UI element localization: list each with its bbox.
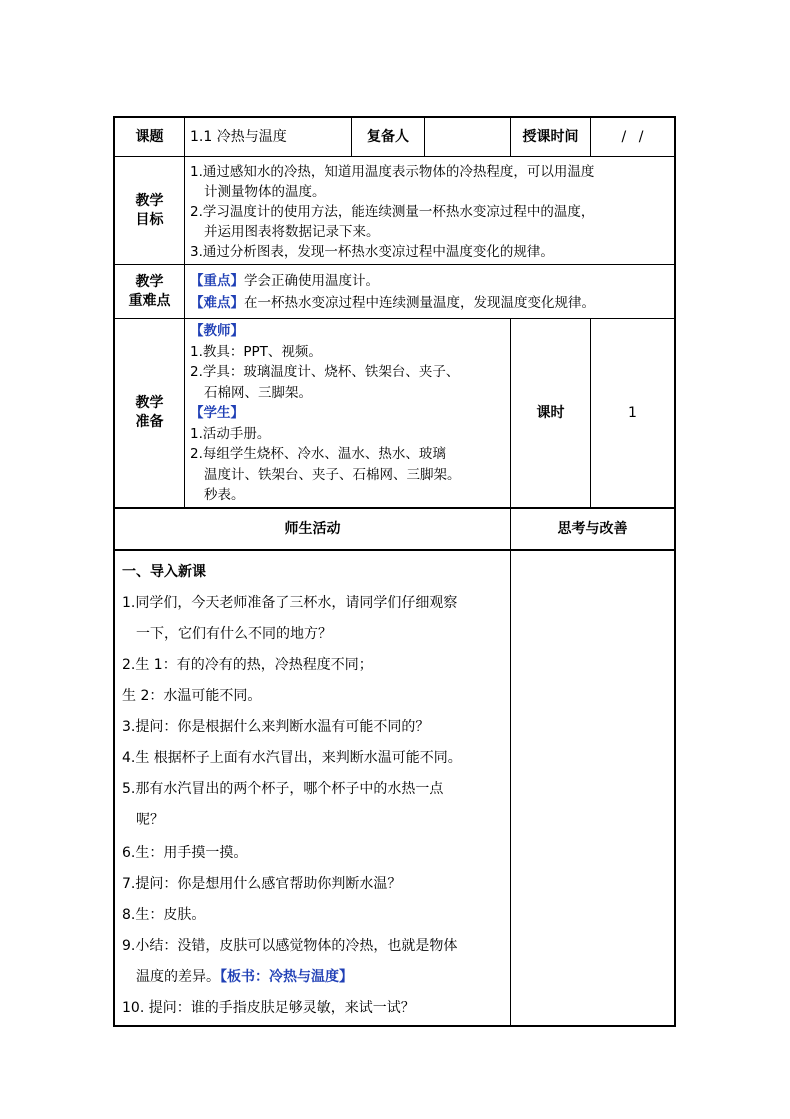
section-title: 一、导入新课 xyxy=(122,564,206,580)
period-label: 课时 xyxy=(536,404,565,421)
activity-line: 6.生：用手摸一摸。 xyxy=(122,845,248,861)
prep-label xyxy=(115,319,184,507)
goals-label xyxy=(115,157,184,264)
prep-person-label: 复备人 xyxy=(367,128,409,145)
row-divider xyxy=(113,156,676,157)
keypoints-text xyxy=(190,270,674,316)
key-point-line xyxy=(190,270,674,292)
keypoints-label-line: 教学 xyxy=(135,273,164,290)
activity-line: 8.生：皮肤。 xyxy=(122,907,206,923)
period-value: 1 xyxy=(628,404,637,421)
goals-label-line: 教学 xyxy=(135,192,164,209)
activity-line: 9.小结：没错，皮肤可以感觉物体的冷热，也就是物体 xyxy=(122,938,458,954)
goal-line: 2.学习温度计的使用方法，能连续测量一杯热水变凉过程中的温度， xyxy=(190,204,595,220)
goal-line: 计测量物体的温度。 xyxy=(204,184,326,200)
teacher-line: 2.学具：玻璃温度计、烧杯、铁架台、夹子、 xyxy=(190,364,460,380)
activity-line: 4.生 根据杯子上面有水汽冒出，来判断水温可能不同。 xyxy=(122,750,462,766)
student-line: 2.每组学生烧杯、冷水、温水、热水、玻璃 xyxy=(190,446,446,462)
difficulty-tag: 【难点】 xyxy=(190,295,244,311)
activity-line: 5.那有水汽冒出的两个杯子，哪个杯子中的水热一点 xyxy=(122,781,444,797)
keypoints-label xyxy=(115,265,184,318)
reflection-header: 思考与改善 xyxy=(557,520,628,537)
key-point-text: 学会正确使用温度计。 xyxy=(244,273,379,289)
teacher-line: 1.教具：PPT、视频。 xyxy=(190,343,322,360)
activity-line: 10. 提问：谁的手指皮肤足够灵敏，来试一试？ xyxy=(122,1000,415,1016)
prep-text xyxy=(190,321,508,506)
student-tag: 【学生】 xyxy=(190,405,244,421)
board-note: 【板书：冷热与温度】 xyxy=(220,969,353,985)
prep-label-line: 准备 xyxy=(135,414,164,430)
activity-line: 2.生 1：有的冷有的热，冷热程度不同； xyxy=(122,657,373,673)
class-time-label: 授课时间 xyxy=(522,128,579,145)
prep-label-line: 教学 xyxy=(135,395,164,411)
activity-line: 7.提问：你是想用什么感官帮助你判断水温？ xyxy=(122,876,402,892)
activity-line: 1.同学们，今天老师准备了三杯水，请同学们仔细观察 xyxy=(122,595,458,611)
activity-line: 3.提问：你是根据什么来判断水温有可能不同的？ xyxy=(122,719,430,735)
topic-label: 课题 xyxy=(135,128,164,145)
keypoints-label-line: 重难点 xyxy=(128,292,171,309)
goal-line: 并运用图表将数据记录下来。 xyxy=(204,224,380,240)
difficulty-line xyxy=(190,292,674,314)
activity-line: 一下，它们有什么不同的地方？ xyxy=(136,626,332,642)
goal-line: 1.通过感知水的冷热，知道用温度表示物体的冷热程度，可以用温度 xyxy=(190,164,595,180)
difficulty-text: 在一杯热水变凉过程中连续测量温度，发现温度变化规律。 xyxy=(244,295,595,311)
activity-line: 呢？ xyxy=(136,812,164,828)
teacher-line: 石棉网、三脚架。 xyxy=(204,384,312,401)
class-time-value: / / xyxy=(621,128,644,145)
teacher-tag: 【教师】 xyxy=(190,323,244,339)
student-line: 1.活动手册。 xyxy=(190,425,271,442)
activity-line: 生 2：水温可能不同。 xyxy=(122,688,262,704)
topic-value: 1.1 冷热与温度 xyxy=(190,128,287,145)
reflection-column xyxy=(511,551,674,1025)
activities-body xyxy=(115,551,510,1025)
student-line: 秒表。 xyxy=(204,487,245,503)
goals-text xyxy=(190,162,674,262)
activities-header: 师生活动 xyxy=(284,520,341,537)
prep-person-value xyxy=(425,118,510,156)
goal-line: 3.通过分析图表，发现一杯热水变凉过程中温度变化的规律。 xyxy=(190,244,554,260)
student-line: 温度计、铁架台、夹子、石棉网、三脚架。 xyxy=(204,466,461,483)
row-divider xyxy=(113,264,676,265)
key-point-tag: 【重点】 xyxy=(190,273,244,289)
col-divider xyxy=(184,116,185,508)
goals-label-line: 目标 xyxy=(135,211,164,228)
activity-line-text: 温度的差异。 xyxy=(136,969,220,985)
activity-line xyxy=(136,968,353,987)
